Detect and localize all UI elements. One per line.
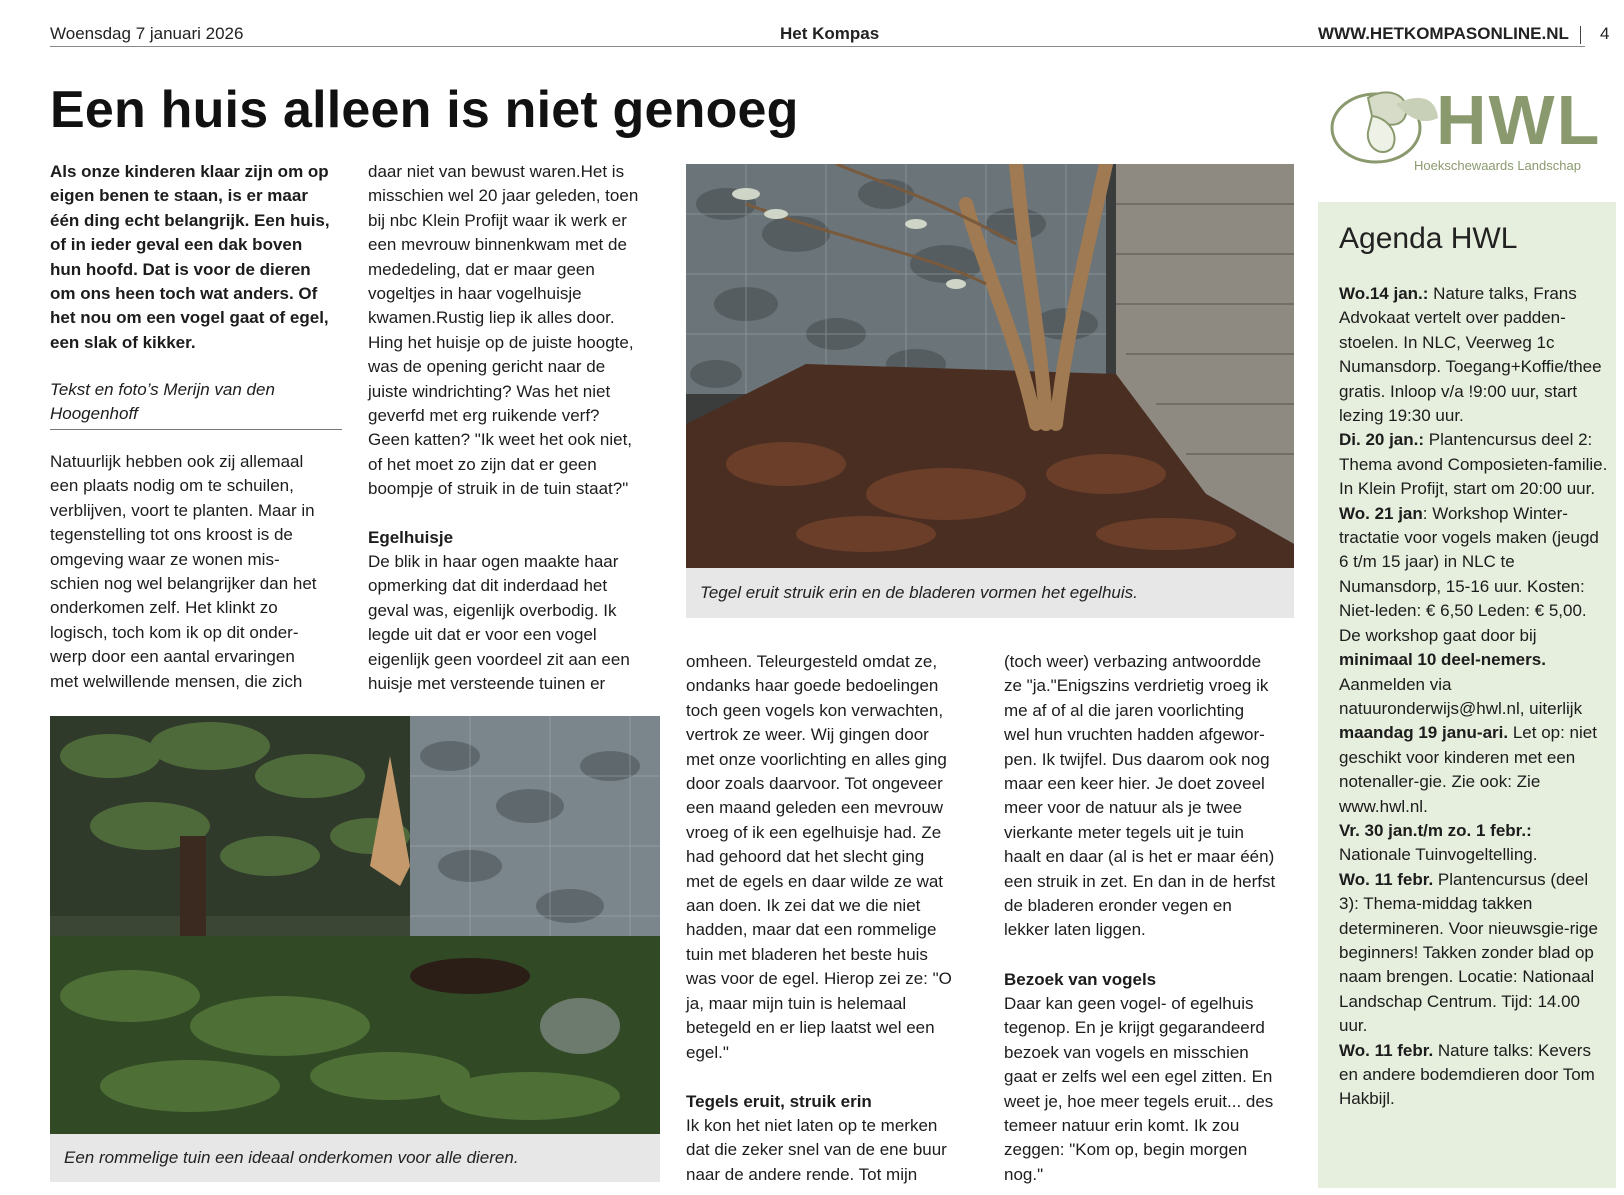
photo-messy-garden: [50, 716, 660, 1134]
logo-text: HWL: [1436, 81, 1602, 159]
agenda-item: [1339, 282, 1609, 428]
column-2-body: daar niet van bewust waren.Het is misschien wel 20 jaar geleden, toen bij nbc Klein Profijt waar ik werk er een mevrouw binnenkwam met de mededeling, dat er maar geen vogeltjes in haar vogelhuisje kwamen.Rustig liep ik alles door. Hing het huisje op de juiste hoogte, was de opening gericht naar de juiste windrichting? Was het niet geverfd met erg ruikende verf? Geen katten? "Ik weet het ook niet, of het moet zo zijn dat er geen boompje of struik in de tuin staat?": [368, 162, 639, 499]
article-lead: Als onze kinderen klaar zijn om op eigen benen te staan, is er maar één ding echt belangrijk. Een huis, of in ieder geval een dak boven hun hoofd. Dat is voor de dieren om ons heen toch wat anders. Of het nou om een vogel gaat of egel, een slak of kikker.: [50, 162, 330, 352]
agenda-list: [1339, 282, 1609, 1112]
website-link[interactable]: WWW.HETKOMPASONLINE.NL: [1318, 24, 1569, 43]
agenda-item: [1339, 819, 1609, 868]
column-2-body-continued: De blik in haar ogen maakte haar opmerking dat dit inderdaad het geval was, eigenlijk overbodig. Ik legde uit dat er voor een vogel eigenlijk geen voordeel zit aan een huisje met versteende tuinen er: [368, 552, 630, 694]
agenda-item-text: Let op: niet geschikt voor kinderen met een notenaller-gie. Zie ook: Zie www.hwl.nl.: [1339, 723, 1597, 816]
header-divider: [1580, 26, 1581, 44]
agenda-item-date: Di. 20 jan.:: [1339, 430, 1425, 450]
subheading-egelhuisje: Egelhuisje: [368, 528, 454, 547]
agenda-item-date: Wo. 21 jan: [1339, 503, 1423, 523]
issue-date: Woensdag 7 januari 2026: [50, 24, 244, 43]
photo-messy-garden-image: [50, 716, 660, 1134]
column-4-body: (toch weer) verbazing antwoordde ze "ja."Enigszins verdrietig vroeg ik me af of al die jaren voorlichting wel hun vruchten hadden afgewor- pen. Ik twijfel. Dus daarom ook nog maar een keer hier. Je doet zoveel meer voor de natuur als je twee vierkante meter tegels uit je tuin haalt en daar (al is het er maar één) een struik in zet. En dan in de herfst de bladeren eronder vegen en lekker laten liggen.: [1004, 652, 1276, 940]
photo-shrub-leaves: [686, 164, 1294, 568]
article-credit: Tekst en foto’s Merijn van den Hoogenhoff: [50, 380, 275, 424]
column-3-body-continued: Ik kon het niet laten op te merken dat die zeker snel van de ene buur naar de andere rende. Tot mijn: [686, 1116, 947, 1184]
header-rule: [50, 46, 1585, 47]
agenda-item-text: Aanmelden via natuuronderwijs@hwl.nl, uiterlijk: [1339, 674, 1583, 718]
agenda-sidebar: [1318, 202, 1616, 1188]
column-1-body: Natuurlijk hebben ook zij allemaal een plaats nodig om te schuilen, verblijven, voort te planten. Maar in tegenstelling tot ons kroost is de omgeving waar ze wonen mis- schien nog wel belangrijker dan het onderkomen zelf. Het klinkt zo logisch, toch kom ik op dit onder- werp door een aantal ervaringen met welwillende mensen, die zich: [50, 452, 317, 691]
photo-shrub-leaves-image: [686, 164, 1294, 568]
page-number: 4: [1600, 24, 1610, 43]
agenda-item-text: Plantencursus deel 2: Thema avond Composieten-familie. In Klein Profijt, start om 20:00 uur.: [1339, 430, 1608, 499]
article-title: Een huis alleen is niet genoeg: [50, 81, 799, 139]
caption-top-photo: Tegel eruit struik erin en de bladeren vormen het egelhuis.: [686, 568, 1294, 618]
agenda-item: [1339, 428, 1609, 501]
agenda-item: [1339, 868, 1609, 1039]
agenda-item-text: Nature talks, Frans Advokaat vertelt over padden-stoelen. In NLC, Veerweg 1c Numansdorp. Toegang+Koffie/thee gratis. Inloop v/a !9:00 uur, start lezing 19:30 uur.: [1339, 284, 1602, 426]
hwl-logo: [1328, 78, 1602, 178]
agenda-item-text: Nature talks: Kevers en andere bodemdieren door Tom Hakbijl.: [1339, 1040, 1595, 1109]
agenda-item-date: Wo. 11 febr.: [1339, 869, 1434, 889]
logo-subtitle: Hoekschewaards Landschap: [1414, 158, 1581, 173]
credit-divider: [50, 429, 342, 430]
agenda-item-emphasis: maandag 19 janu-ari.: [1339, 723, 1509, 743]
agenda-item-date: Wo. 11 febr.: [1339, 1040, 1434, 1060]
agenda-item: [1339, 502, 1609, 819]
agenda-item-date: Vr. 30 jan.t/m zo. 1 febr.:: [1339, 820, 1532, 840]
agenda-item-text: Plantencursus (deel 3): Thema-middag takken determineren. Voor nieuwsgie-rige beginners! Takken zonder blad op naam brengen. Locatie: Nationaal Landschap Centrum. Tijd: 14.00 uur.: [1339, 869, 1598, 1036]
agenda-item-text: Nationale Tuinvogeltelling.: [1339, 845, 1538, 865]
agenda-title: Agenda HWL: [1339, 222, 1518, 255]
newspaper-name: Het Kompas: [780, 24, 880, 43]
subheading-tegels-eruit: Tegels eruit, struik erin: [686, 1092, 872, 1111]
column-3-body: omheen. Teleurgesteld omdat ze, ondanks haar goede bedoelingen toch geen vogels kon verwachten, vertrok ze weer. Wij gingen door met onze voorlichting en alles ging door zoals daarvoor. Tot ongeveer een maand geleden een mevrouw vroeg of ik een egelhuisje had. Ze had gehoord dat het slecht ging met de egels en daar wilde ze wat aan doen. Ik zei dat we die niet hadden, maar dat een rommelige tuin met bladeren het beste huis was voor de egel. Hierop zei ze: "O ja, maar mijn tuin is helemaal betegeld en er liep laatst wel een egel.": [686, 652, 952, 1062]
column-4-body-continued: Daar kan geen vogel- of egelhuis tegenop. En je krijgt gegarandeerd bezoek van vogels en misschien gaat er zelfs wel een egel zitten. En weet je, hoe meer tegels eruit... des temeer natuur erin komt. Ik zou zeggen: "Kom op, begin morgen nog.": [1004, 994, 1274, 1184]
agenda-item-text: : Workshop Winter-tractatie voor vogels maken (jeugd 6 t/m 15 jaar) in NLC te Numansdorp, 15-16 uur. Kosten: Niet-leden: € 6,50 Leden: € 5,00. De workshop gaat door bij: [1339, 503, 1599, 645]
agenda-item: [1339, 1039, 1609, 1112]
caption-bottom-photo: Een rommelige tuin een ideaal onderkomen voor alle dieren.: [50, 1134, 660, 1182]
agenda-item-date: Wo.14 jan.:: [1339, 284, 1429, 303]
agenda-item-emphasis: minimaal 10 deel-nemers.: [1339, 650, 1546, 670]
subheading-bezoek-van-vogels: Bezoek van vogels: [1004, 970, 1157, 989]
